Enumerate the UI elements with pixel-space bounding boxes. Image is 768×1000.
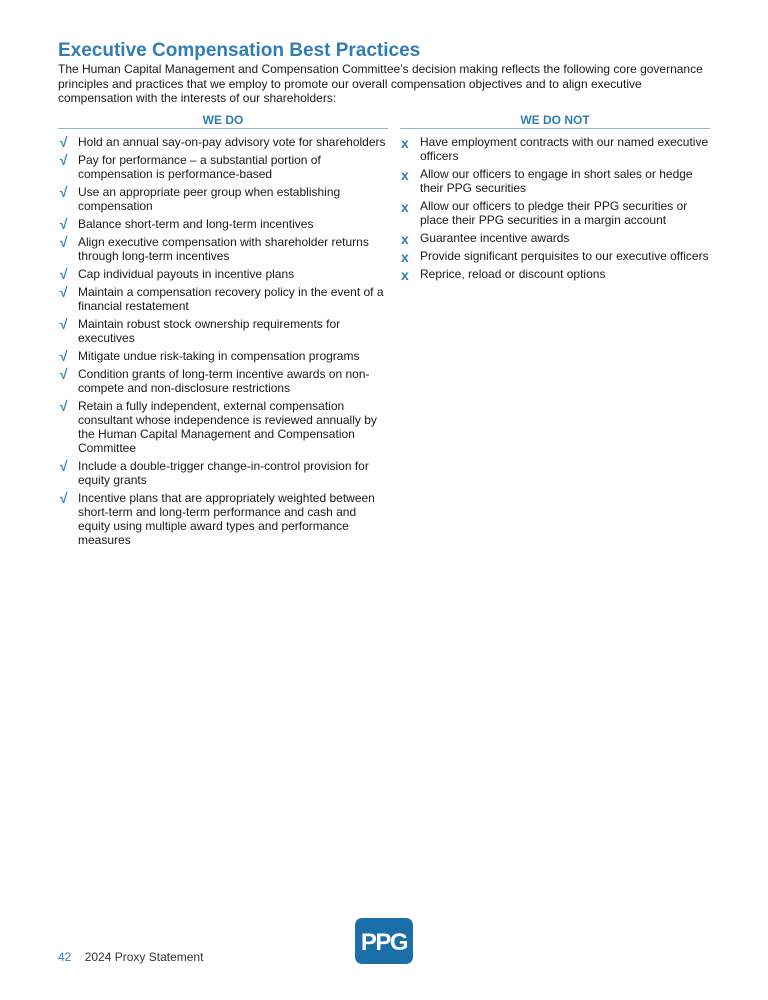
we-do-item [58, 185, 388, 213]
we-do-not-item-text: Reprice, reload or discount options [420, 267, 606, 281]
checkmark-icon: √ [59, 234, 67, 250]
we-do-heading: WE DO [58, 113, 388, 129]
we-do-column [58, 113, 388, 551]
page-number: 42 [58, 950, 72, 964]
we-do-item-text: Pay for performance – a substantial portion of compensation is performance-based [78, 153, 321, 181]
we-do-item [58, 459, 388, 487]
we-do-item-text: Cap individual payouts in incentive plans [78, 267, 295, 281]
we-do-not-item [400, 231, 710, 245]
we-do-item [58, 317, 388, 345]
checkmark-icon: √ [59, 284, 67, 300]
we-do-item-text: Mitigate undue risk-taking in compensation programs [78, 349, 360, 363]
we-do-not-item-text: Allow our officers to engage in short sales or hedge their PPG securities [420, 167, 693, 195]
we-do-not-item-text: Allow our officers to pledge their PPG securities or place their PPG securities in a margin account [420, 199, 688, 227]
we-do-item-text: Condition grants of long-term incentive awards on non-compete and non-disclosure restrictions [78, 367, 370, 395]
ppg-logo-icon [355, 918, 413, 964]
checkmark-icon: √ [59, 366, 67, 382]
checkmark-icon: √ [59, 398, 67, 414]
we-do-item [58, 135, 388, 149]
checkmark-icon: √ [59, 490, 67, 506]
checkmark-icon: √ [59, 266, 67, 282]
x-mark-icon: x [401, 267, 409, 283]
checkmark-icon: √ [59, 458, 67, 474]
we-do-item [58, 349, 388, 363]
checkmark-icon: √ [59, 348, 67, 364]
we-do-item [58, 153, 388, 181]
we-do-item-text: Incentive plans that are appropriately weighted between short-term and long-term performance and cash and equity using multiple award types and performance measures [78, 491, 375, 547]
we-do-item-text: Use an appropriate peer group when establishing compensation [78, 185, 341, 213]
we-do-item-text: Align executive compensation with shareholder returns through long-term incentives [78, 235, 369, 263]
page-footer [58, 950, 203, 964]
we-do-not-item-text: Provide significant perquisites to our executive officers [420, 249, 709, 263]
we-do-not-item [400, 249, 710, 263]
we-do-not-item [400, 135, 710, 163]
we-do-item [58, 399, 388, 455]
page-title: Executive Compensation Best Practices [58, 40, 421, 61]
we-do-item-text: Include a double-trigger change-in-control provision for equity grants [78, 459, 369, 487]
we-do-not-item [400, 199, 710, 227]
we-do-not-list [400, 135, 710, 281]
we-do-item [58, 235, 388, 263]
we-do-item-text: Balance short-term and long-term incentives [78, 217, 314, 231]
we-do-not-item [400, 167, 710, 195]
we-do-not-item [400, 267, 710, 281]
we-do-list [58, 135, 388, 547]
we-do-item-text: Maintain robust stock ownership requirements for executives [78, 317, 341, 345]
x-mark-icon: x [401, 167, 409, 183]
checkmark-icon: √ [59, 316, 67, 332]
checkmark-icon: √ [59, 216, 67, 232]
svg-text:PPG: PPG [360, 929, 408, 956]
we-do-item [58, 491, 388, 547]
x-mark-icon: x [401, 199, 409, 215]
document-title: 2024 Proxy Statement [84, 950, 204, 964]
we-do-not-heading: WE DO NOT [400, 113, 710, 129]
x-mark-icon: x [401, 249, 409, 265]
we-do-item-text: Hold an annual say-on-pay advisory vote for shareholders [78, 135, 386, 149]
we-do-not-column [400, 113, 710, 285]
we-do-item [58, 267, 388, 281]
checkmark-icon: √ [59, 184, 67, 200]
checkmark-icon: √ [59, 152, 67, 168]
we-do-item-text: Retain a fully independent, external compensation consultant whose independence is reviewed annually by the Human Capital Management and Compensation Committee [78, 399, 377, 455]
we-do-item [58, 285, 388, 313]
x-mark-icon: x [401, 231, 409, 247]
we-do-item [58, 367, 388, 395]
checkmark-icon: √ [59, 134, 67, 150]
we-do-item [58, 217, 388, 231]
we-do-not-item-text: Have employment contracts with our named executive officers [420, 135, 709, 163]
we-do-item-text: Maintain a compensation recovery policy in the event of a financial restatement [78, 285, 384, 313]
x-mark-icon: x [401, 135, 409, 151]
we-do-not-item-text: Guarantee incentive awards [420, 231, 570, 245]
intro-paragraph: The Human Capital Management and Compensation Committee’s decision making reflects the following core governance principles and practices that we employ to promote our overall compensation objectives and to align executive compensation with the interests of our shareholders: [58, 62, 703, 105]
